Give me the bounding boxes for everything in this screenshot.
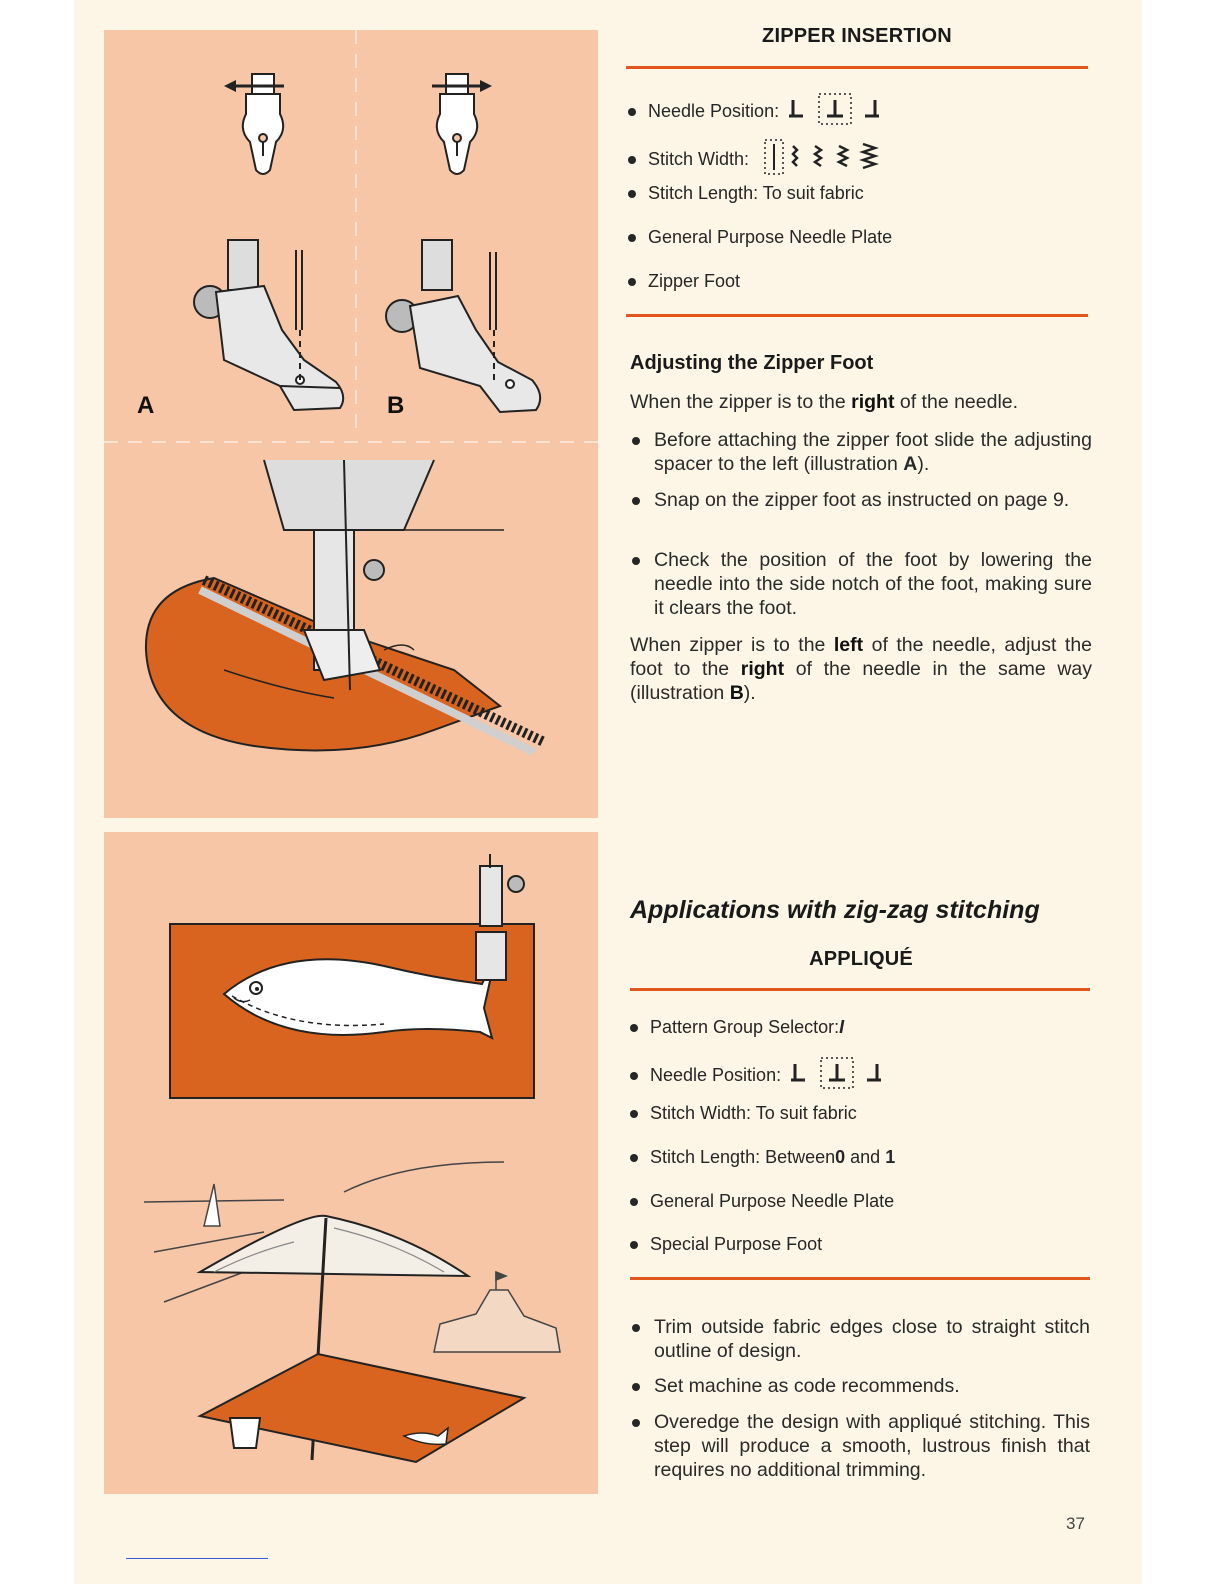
closing-bold-1: left <box>833 634 864 656</box>
needle-position-icon <box>791 1056 891 1095</box>
spec-pattern-group <box>630 1017 844 1038</box>
bullet-dot <box>628 156 636 164</box>
closing-paragraph <box>630 633 1092 705</box>
step-text-end: ). <box>917 453 930 475</box>
bullet-dot <box>632 1383 640 1391</box>
bullet-dot <box>632 437 640 445</box>
spec-bold: I <box>839 1017 845 1037</box>
bullet-dot <box>630 1110 638 1118</box>
bullet-dot <box>628 234 636 242</box>
closing-text-3: of the needle in the same way (illustration <box>630 658 1093 704</box>
bullet-dot <box>628 190 636 198</box>
applique-rule-2 <box>630 1277 1090 1280</box>
bullet-dot <box>630 1024 638 1032</box>
top-rule-2 <box>626 314 1088 317</box>
link-underline[interactable] <box>126 1558 268 1559</box>
step-snap-on <box>630 488 1092 512</box>
step-bold: A <box>903 453 918 475</box>
zipper-illustration-panel <box>104 30 598 818</box>
spec-label: Needle Position: <box>650 1065 782 1085</box>
spec-needle-position-2 <box>630 1056 891 1095</box>
spec-needle-plate <box>628 227 892 248</box>
figure-label-a: A <box>137 392 155 419</box>
spec-label: Needle Position: <box>648 101 780 121</box>
bullet-dot <box>628 278 636 286</box>
step-text: Trim outside fabric edges close to straight stitch outline of design. <box>654 1316 1090 1362</box>
bullet-dot <box>632 1324 640 1332</box>
spec-needle-position <box>628 92 889 131</box>
stitch-width-icon <box>759 138 909 181</box>
step-before-attaching <box>630 428 1092 476</box>
intro-paragraph <box>630 390 1092 414</box>
spacer-b-drawing <box>437 74 477 174</box>
zipper-foot-a-drawing <box>194 240 343 410</box>
closing-bold-2: right <box>740 658 785 680</box>
spec-label: Stitch Length: To suit fabric <box>648 183 864 203</box>
zipper-insertion-title: ZIPPER INSERTION <box>762 25 952 47</box>
step-text: Before attaching the zipper foot slide the adjusting spacer to the left (illustration <box>654 429 1092 475</box>
zipper-foot-b-drawing <box>386 240 540 412</box>
closing-bold-3: B <box>729 682 744 704</box>
closing-text-1: When zipper is to the <box>630 634 834 656</box>
applique-step-overedge <box>630 1410 1090 1482</box>
step-text: Snap on the zipper foot as instructed on page 9. <box>654 489 1070 511</box>
applique-illustration-panel <box>104 832 598 1494</box>
spec-special-foot <box>630 1234 822 1255</box>
top-rule-1 <box>626 66 1088 69</box>
spec-bold: 0 <box>835 1147 846 1167</box>
spec-label: General Purpose Needle Plate <box>650 1191 895 1211</box>
intro-bold: right <box>851 391 895 413</box>
bullet-dot <box>630 1241 638 1249</box>
step-text: Check the position of the foot by lowering the needle into the side notch of the foot, making sure it clears the foot. <box>654 549 1092 619</box>
spec-stitch-width <box>628 138 909 181</box>
spec-stitch-length-2 <box>630 1147 895 1168</box>
spec-label-mid: and <box>845 1147 886 1167</box>
step-text: Set machine as code recommends. <box>654 1375 960 1397</box>
spec-label: General Purpose Needle Plate <box>648 227 893 247</box>
applique-step-trim <box>630 1315 1090 1363</box>
applique-rule-1 <box>630 988 1090 991</box>
step-text: Overedge the design with appliqué stitching. This step will produce a smooth, lustrous finish that requires no additional trimming. <box>654 1411 1090 1481</box>
spec-bold: 1 <box>885 1147 896 1167</box>
closing-text-4: ). <box>743 682 756 704</box>
bucket-drawing <box>230 1418 260 1448</box>
applique-illustration <box>104 832 598 1494</box>
adjusting-zipper-foot-heading: Adjusting the Zipper Foot <box>630 352 874 374</box>
zipper-illustration <box>104 30 598 818</box>
spec-label: Pattern Group Selector: <box>650 1017 840 1037</box>
spec-zipper-foot <box>628 271 740 292</box>
bullet-dot <box>630 1154 638 1162</box>
bullet-dot <box>632 1419 640 1427</box>
spec-label: Stitch Length: Between <box>650 1147 836 1167</box>
sandcastle-drawing <box>434 1272 560 1352</box>
applique-step-set-machine <box>630 1374 1090 1398</box>
closing-text-2: of the needle, adjust the foot to the <box>630 634 1093 680</box>
spec-stitch-width-2 <box>630 1103 857 1124</box>
spec-stitch-length <box>628 183 864 204</box>
step-check-position <box>630 548 1092 620</box>
spec-label: Stitch Width: <box>648 149 750 169</box>
figure-label-b: B <box>387 392 405 419</box>
spec-label: Special Purpose Foot <box>650 1234 823 1254</box>
applications-heading: Applications with zig-zag stitching <box>630 896 1040 924</box>
needle-position-icon <box>789 92 889 131</box>
bullet-dot <box>628 108 636 116</box>
spec-label: Zipper Foot <box>648 271 741 291</box>
page-number: 37 <box>1066 1514 1085 1533</box>
spec-needle-plate-2 <box>630 1191 894 1212</box>
bullet-dot <box>630 1072 638 1080</box>
bullet-dot <box>632 497 640 505</box>
spec-label: Stitch Width: To suit fabric <box>650 1103 857 1123</box>
fabric-zipper-drawing <box>146 460 544 752</box>
bullet-dot <box>632 557 640 565</box>
bullet-dot <box>630 1198 638 1206</box>
intro-text-end: of the needle. <box>894 391 1019 413</box>
applique-title: APPLIQUÉ <box>809 948 913 970</box>
spacer-a-drawing <box>243 74 283 174</box>
intro-text: When the zipper is to the <box>630 391 852 413</box>
